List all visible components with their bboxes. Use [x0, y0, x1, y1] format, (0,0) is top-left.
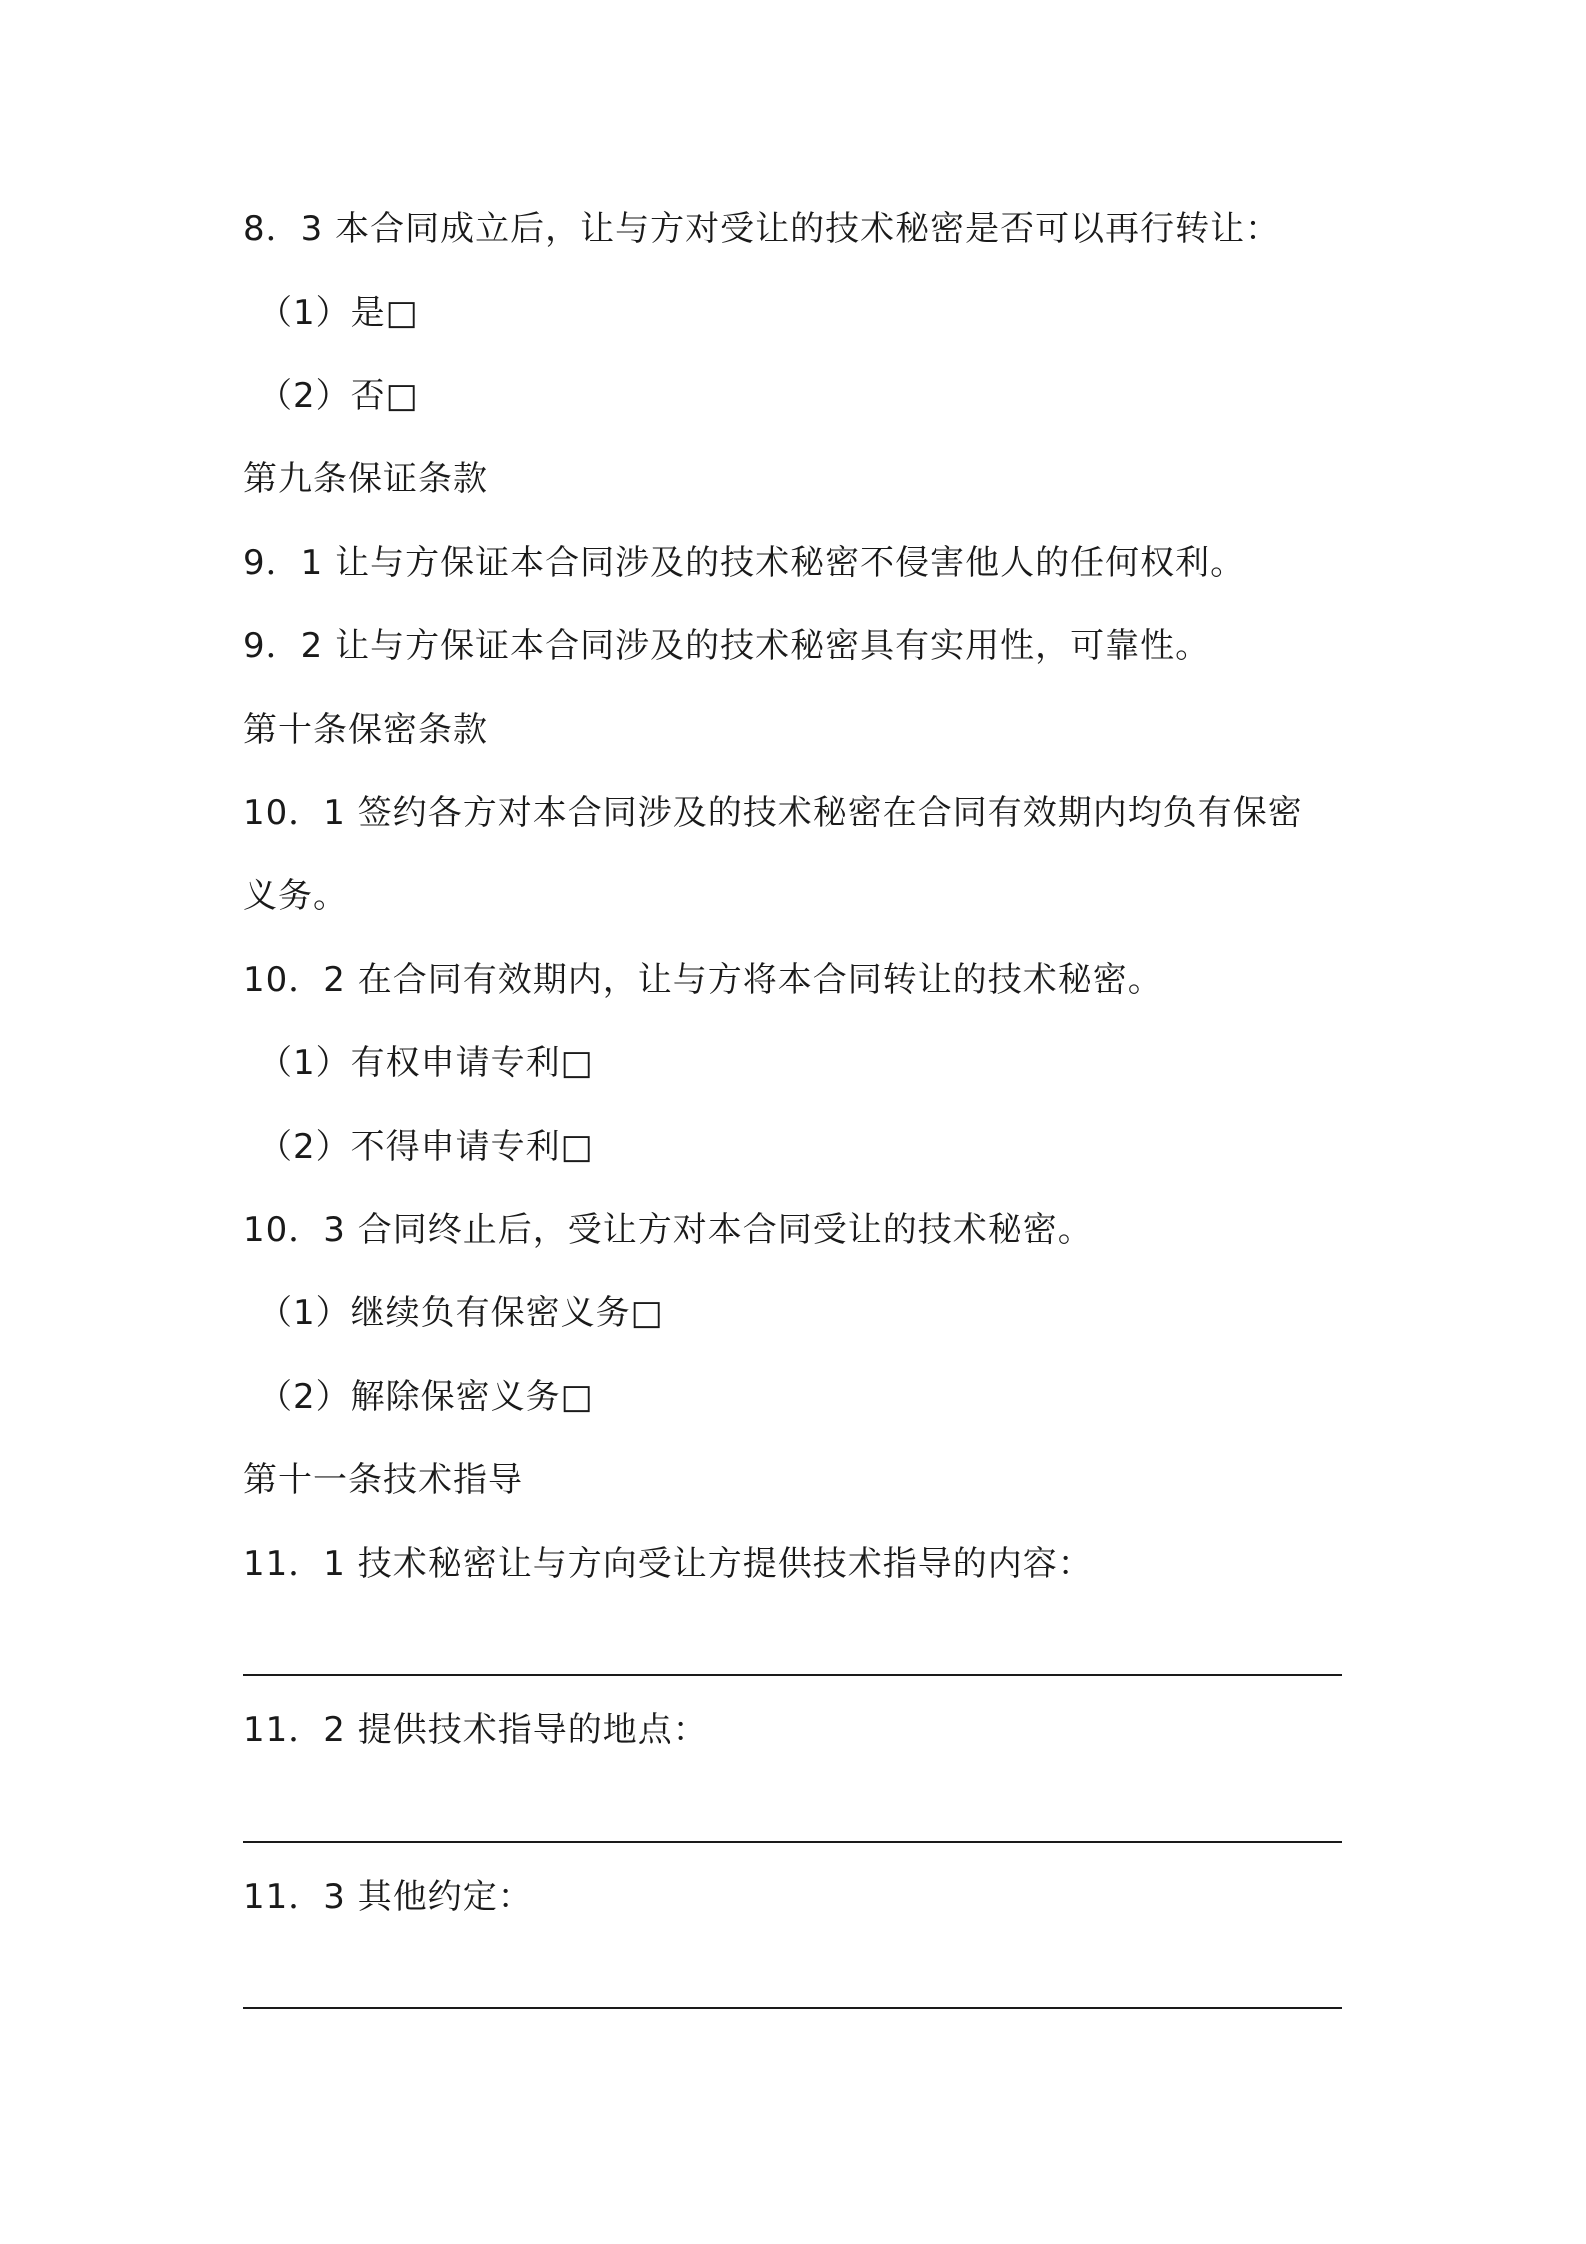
- option-yes: （1）是□: [258, 293, 419, 333]
- clause-10-2: 10．2 在合同有效期内，让与方将本合同转让的技术秘密。: [243, 960, 1163, 1000]
- clause-9-2: 9．2 让与方保证本合同涉及的技术秘密具有实用性，可靠性。: [243, 626, 1211, 666]
- section-heading-9: 第九条保证条款: [243, 459, 488, 499]
- clause-11-3: 11．3 其他约定：: [243, 1877, 533, 1917]
- fill-in-line-11-3[interactable]: [243, 2007, 1342, 2009]
- section-heading-10: 第十条保密条款: [243, 710, 488, 750]
- option-may-apply-patent: （1）有权申请专利□: [258, 1043, 594, 1083]
- fill-in-line-11-2[interactable]: [243, 1841, 1342, 1843]
- fill-in-line-11-1[interactable]: [243, 1674, 1342, 1676]
- option-continue-confidentiality: （1）继续负有保密义务□: [258, 1293, 664, 1333]
- option-release-confidentiality: （2）解除保密义务□: [258, 1377, 594, 1417]
- clause-11-2: 11．2 提供技术指导的地点：: [243, 1710, 708, 1750]
- clause-10-1: 10．1 签约各方对本合同涉及的技术秘密在合同有效期内均负有保密: [243, 793, 1303, 833]
- clause-11-1: 11．1 技术秘密让与方向受让方提供技术指导的内容：: [243, 1544, 1093, 1584]
- clause-10-1-cont: 义务。: [243, 876, 348, 916]
- clause-8-3: 8．3 本合同成立后，让与方对受让的技术秘密是否可以再行转让：: [243, 209, 1281, 249]
- clause-9-1: 9．1 让与方保证本合同涉及的技术秘密不侵害他人的任何权利。: [243, 543, 1246, 583]
- option-no: （2）否□: [258, 376, 419, 416]
- section-heading-11: 第十一条技术指导: [243, 1460, 523, 1500]
- option-may-not-apply-patent: （2）不得申请专利□: [258, 1127, 594, 1167]
- clause-10-3: 10．3 合同终止后，受让方对本合同受让的技术秘密。: [243, 1210, 1093, 1250]
